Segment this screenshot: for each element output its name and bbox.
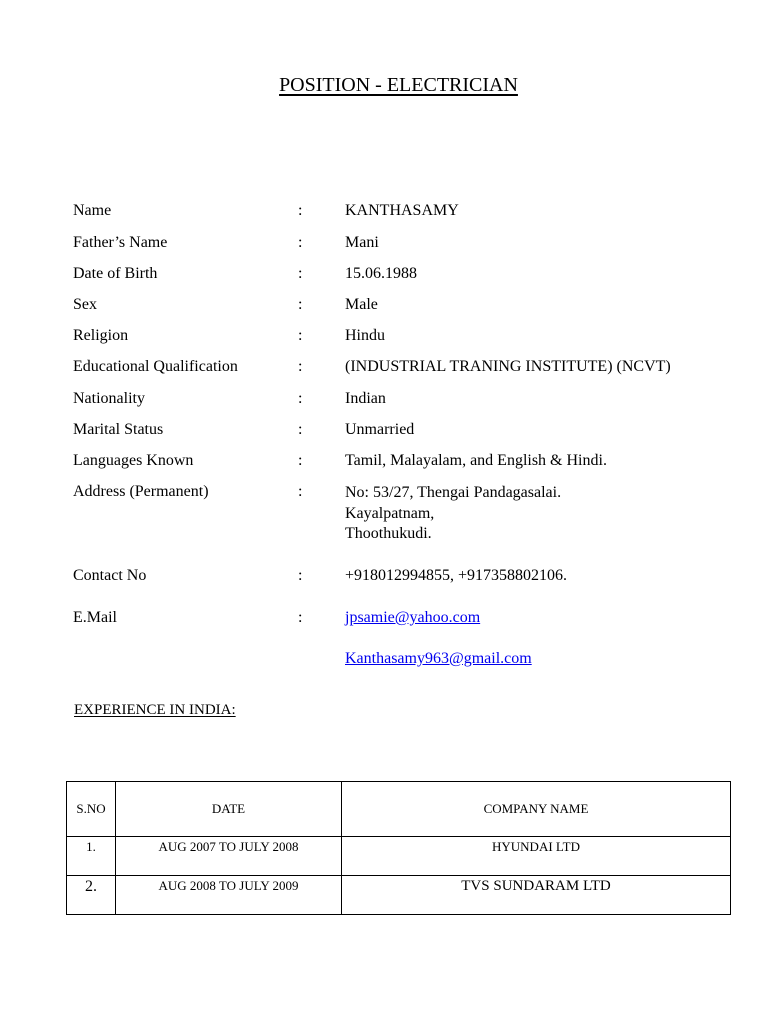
table-row bbox=[67, 876, 731, 915]
dob-colon: : bbox=[298, 265, 303, 282]
contact-label: Contact No bbox=[73, 567, 147, 584]
experience-heading: EXPERIENCE IN INDIA: bbox=[74, 702, 236, 718]
address-line: Kayalpatnam, bbox=[345, 504, 435, 522]
header-company: COMPANY NAME bbox=[342, 782, 731, 837]
row-date: AUG 2007 TO JULY 2008 bbox=[116, 837, 342, 876]
religion-value: Hindu bbox=[345, 327, 385, 344]
marital-status-value: Unmarried bbox=[345, 421, 415, 438]
languages-colon: : bbox=[298, 452, 303, 469]
address-label: Address (Permanent) bbox=[73, 483, 209, 500]
contact-value: +918012994855, +917358802106. bbox=[345, 567, 568, 584]
email-value-2 bbox=[345, 650, 532, 668]
marital-status-label: Marital Status bbox=[73, 421, 164, 438]
header-sno: S.NO bbox=[67, 782, 116, 837]
row-company: TVS SUNDARAM LTD bbox=[342, 876, 731, 915]
table-row bbox=[67, 837, 731, 876]
nationality-value: Indian bbox=[345, 390, 386, 407]
languages-value: Tamil, Malayalam, and English & Hindi. bbox=[345, 452, 607, 469]
email-label: E.Mail bbox=[73, 609, 117, 626]
nationality-label: Nationality bbox=[73, 390, 145, 407]
address-line: Thoothukudi. bbox=[345, 525, 432, 542]
row-sno: 2. bbox=[67, 876, 116, 915]
education-colon: : bbox=[298, 358, 303, 375]
name-value: KANTHASAMY bbox=[345, 202, 459, 219]
languages-label: Languages Known bbox=[73, 452, 194, 469]
row-sno: 1. bbox=[67, 837, 116, 876]
contact-colon: : bbox=[298, 567, 303, 584]
email-link-yahoo[interactable]: jpsamie@yahoo.com bbox=[345, 609, 481, 626]
email-link-gmail[interactable]: Kanthasamy963@gmail.com bbox=[345, 650, 532, 667]
dob-value: 15.06.1988 bbox=[345, 265, 417, 282]
email-value-1 bbox=[345, 609, 480, 627]
father-name-label: Father’s Name bbox=[73, 234, 168, 251]
table-header-row bbox=[67, 782, 731, 837]
address-line: No: 53/27, Thengai Pandagasalai. bbox=[345, 484, 562, 501]
email-colon: : bbox=[298, 609, 303, 626]
dob-label: Date of Birth bbox=[73, 265, 158, 282]
row-company: HYUNDAI LTD bbox=[342, 837, 731, 876]
sex-label: Sex bbox=[73, 296, 97, 313]
education-value: (INDUSTRIAL TRANING INSTITUTE) (NCVT) bbox=[345, 358, 671, 375]
marital-status-colon: : bbox=[298, 421, 303, 438]
father-name-colon: : bbox=[298, 234, 303, 251]
sex-value: Male bbox=[345, 296, 378, 313]
religion-label: Religion bbox=[73, 327, 129, 344]
education-label: Educational Qualification bbox=[73, 358, 238, 375]
name-label: Name bbox=[73, 202, 112, 219]
address-value bbox=[345, 483, 561, 545]
sex-colon: : bbox=[298, 296, 303, 313]
header-date: DATE bbox=[116, 782, 342, 837]
page-title: POSITION - ELECTRICIAN bbox=[279, 74, 518, 96]
row-date: AUG 2008 TO JULY 2009 bbox=[116, 876, 342, 915]
nationality-colon: : bbox=[298, 390, 303, 407]
religion-colon: : bbox=[298, 327, 303, 344]
experience-table bbox=[66, 781, 731, 915]
name-colon: : bbox=[298, 202, 303, 219]
address-colon: : bbox=[298, 483, 303, 500]
father-name-value: Mani bbox=[345, 234, 379, 251]
